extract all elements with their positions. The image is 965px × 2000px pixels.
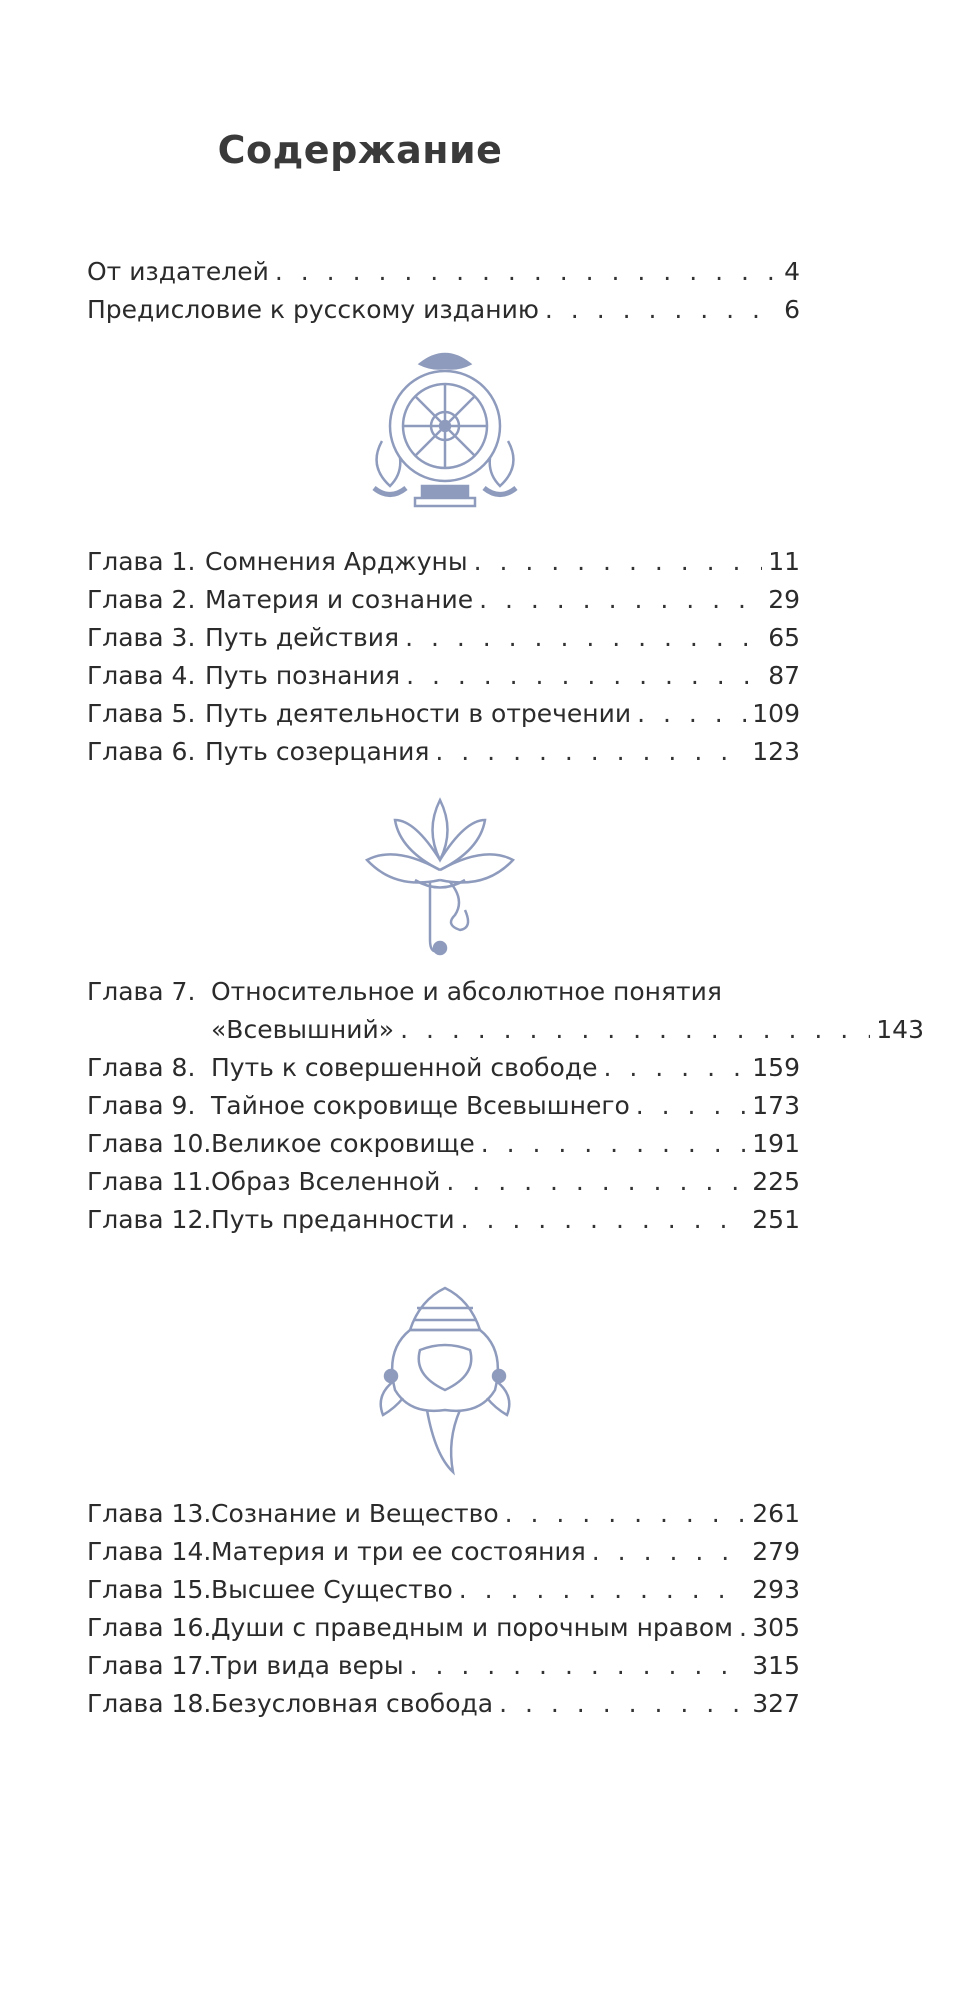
dot-leader bbox=[604, 1050, 747, 1086]
entry-page: 6 bbox=[784, 295, 800, 324]
chapter-label: Глава 2. bbox=[87, 585, 196, 614]
dot-leader bbox=[505, 1496, 747, 1532]
dot-leader bbox=[636, 1088, 747, 1124]
toc-entry[interactable] bbox=[87, 254, 800, 290]
toc-entry[interactable] bbox=[87, 974, 800, 1010]
entry-page: 159 bbox=[752, 1053, 800, 1082]
toc-entry[interactable] bbox=[87, 620, 800, 656]
chapter-label: Глава 12. bbox=[87, 1205, 212, 1234]
toc-entry[interactable] bbox=[87, 582, 800, 618]
entry-page: 251 bbox=[752, 1205, 800, 1234]
toc-entry[interactable] bbox=[87, 1164, 800, 1200]
entry-page: 327 bbox=[752, 1689, 800, 1718]
chapter-label: Глава 15. bbox=[87, 1575, 212, 1604]
dot-leader bbox=[446, 1164, 746, 1200]
entry-title: Безусловная свобода bbox=[211, 1689, 494, 1718]
dot-leader bbox=[739, 1610, 746, 1646]
chapter-label: Глава 16. bbox=[87, 1613, 212, 1642]
entry-page: 87 bbox=[768, 661, 800, 690]
dot-leader bbox=[275, 254, 778, 290]
chapter-label: Глава 14. bbox=[87, 1537, 212, 1566]
toc-entry[interactable] bbox=[87, 544, 800, 580]
entry-title: Предисловие к русскому изданию bbox=[87, 295, 539, 324]
entry-page: 109 bbox=[752, 699, 800, 728]
chapter-label: Глава 1. bbox=[87, 547, 196, 576]
dot-leader bbox=[410, 1648, 747, 1684]
chapter-label: Глава 11. bbox=[87, 1167, 212, 1196]
dot-leader bbox=[435, 734, 746, 770]
chapter-label: Глава 6. bbox=[87, 737, 196, 766]
toc-entry[interactable] bbox=[87, 1050, 800, 1086]
entry-page: 123 bbox=[752, 737, 800, 766]
toc-entry[interactable] bbox=[87, 696, 800, 732]
toc-entry[interactable] bbox=[87, 1610, 800, 1646]
dot-leader bbox=[400, 1012, 870, 1048]
entry-title: Путь преданности bbox=[211, 1205, 455, 1234]
entry-page: 143 bbox=[876, 1015, 924, 1044]
entry-page: 293 bbox=[752, 1575, 800, 1604]
entry-title: Путь познания bbox=[205, 661, 401, 690]
lotus-icon bbox=[355, 790, 525, 960]
toc-entry[interactable] bbox=[87, 1496, 800, 1532]
dot-leader bbox=[459, 1572, 747, 1608]
entry-page: 279 bbox=[752, 1537, 800, 1566]
chapter-label: Глава 9. bbox=[87, 1091, 196, 1120]
entry-page: 4 bbox=[784, 257, 800, 286]
entry-title: Три вида веры bbox=[211, 1651, 404, 1680]
conch-shell-icon bbox=[365, 1280, 525, 1480]
entry-title: От издателей bbox=[87, 257, 269, 286]
entry-title: Души с праведным и порочным нравом bbox=[211, 1613, 733, 1642]
dot-leader bbox=[637, 696, 746, 732]
chapter-label: Глава 13. bbox=[87, 1499, 212, 1528]
chapter-label: Глава 17. bbox=[87, 1651, 212, 1680]
entry-title: Образ Вселенной bbox=[211, 1167, 441, 1196]
entry-page: 191 bbox=[752, 1129, 800, 1158]
entry-title: Сознание и Вещество bbox=[211, 1499, 499, 1528]
entry-title: Материя и сознание bbox=[205, 585, 474, 614]
dot-leader bbox=[405, 620, 762, 656]
dot-leader bbox=[481, 1126, 747, 1162]
entry-title: Путь созерцания bbox=[205, 737, 430, 766]
chapter-label: Глава 5. bbox=[87, 699, 196, 728]
entry-title: Великое сокровище bbox=[211, 1129, 475, 1158]
entry-page: 65 bbox=[768, 623, 800, 652]
entry-title: Относительное и абсолютное понятия bbox=[211, 977, 722, 1006]
toc-entry[interactable] bbox=[87, 1686, 800, 1722]
toc-entry[interactable] bbox=[87, 1534, 800, 1570]
entry-page: 225 bbox=[752, 1167, 800, 1196]
entry-title: Материя и три ее состояния bbox=[211, 1537, 586, 1566]
toc-entry[interactable] bbox=[87, 1088, 800, 1124]
entry-page: 305 bbox=[752, 1613, 800, 1642]
chapter-label: Глава 7. bbox=[87, 977, 196, 1006]
toc-entry[interactable] bbox=[87, 1572, 800, 1608]
dot-leader bbox=[545, 292, 778, 328]
dot-leader bbox=[406, 658, 762, 694]
dot-leader bbox=[479, 582, 762, 618]
toc-entry[interactable] bbox=[87, 1202, 800, 1238]
entry-page: 173 bbox=[752, 1091, 800, 1120]
toc-entry[interactable] bbox=[87, 1126, 800, 1162]
dot-leader bbox=[474, 544, 763, 580]
entry-title: Путь к совершенной свободе bbox=[211, 1053, 598, 1082]
toc-entry[interactable] bbox=[87, 734, 800, 770]
toc-entry[interactable] bbox=[87, 658, 800, 694]
dot-leader bbox=[499, 1686, 746, 1722]
chapter-label: Глава 4. bbox=[87, 661, 196, 690]
entry-title-continued: «Всевышний» bbox=[211, 1015, 395, 1044]
toc-entry[interactable] bbox=[87, 292, 800, 328]
dot-leader bbox=[461, 1202, 747, 1238]
entry-title: Тайное сокровище Всевышнего bbox=[211, 1091, 630, 1120]
chapter-label: Глава 10. bbox=[87, 1129, 212, 1158]
chapter-label: Глава 18. bbox=[87, 1689, 212, 1718]
entry-title: Путь действия bbox=[205, 623, 400, 652]
dot-leader bbox=[592, 1534, 747, 1570]
entry-title: Путь деятельности в отречении bbox=[205, 699, 632, 728]
toc-entry[interactable] bbox=[87, 1648, 800, 1684]
entry-page: 315 bbox=[752, 1651, 800, 1680]
entry-title: Высшее Существо bbox=[211, 1575, 453, 1604]
entry-page: 11 bbox=[768, 547, 800, 576]
entry-page: 261 bbox=[752, 1499, 800, 1528]
entry-title: Сомнения Арджуны bbox=[205, 547, 468, 576]
toc-entry-continuation[interactable] bbox=[87, 1012, 924, 1048]
entry-page: 29 bbox=[768, 585, 800, 614]
chapter-label: Глава 3. bbox=[87, 623, 196, 652]
chapter-label: Глава 8. bbox=[87, 1053, 196, 1082]
page-title: Содержание bbox=[217, 128, 503, 172]
dharma-wheel-icon bbox=[360, 346, 530, 516]
